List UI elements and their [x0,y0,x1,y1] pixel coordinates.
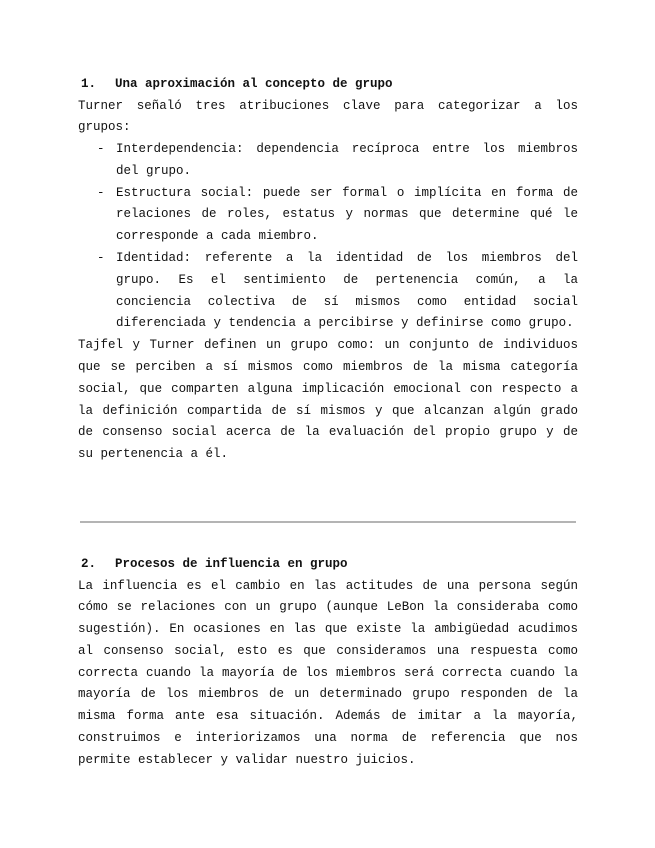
section-divider [80,521,576,523]
bullet-dash: - [97,142,105,157]
definition-paragraph: Tajfel y Turner definen un grupo como: un conjunto de individuos que se perciben a sí mismos como miembros de la misma categoría social, que comparten alguna implicación emocional con respecto a la definición compartida de sí mismos y que alcanzan algún grado de consenso social acerca de la evaluación del propio grupo y de su pertenencia a él. [78,338,578,462]
bullet-dash: - [97,185,105,200]
section-heading [78,74,578,96]
list-item-text: Identidad: referente a la identidad de los miembros del grupo. Es el sentimiento de pertenencia común, a la conciencia colectiva de sí mismos como entidad social diferenciada y tendencia a percibirse y definirse como grupo. [116,251,578,331]
section-title: Una aproximación al concepto de grupo [115,77,393,91]
section-number: 1. [81,77,97,91]
intro-paragraph: Turner señaló tres atribuciones clave para categorizar a los grupos: [78,98,578,135]
attribute-list [78,139,578,335]
list-item-text: Estructura social: puede ser formal o implícita en forma de relaciones de roles, estatus y normas que determine qué le corresponde a cada miembro. [116,185,578,244]
bullet-dash: - [97,251,105,266]
list-item-text: Interdependencia: dependencia recíproca entre los miembros del grupo. [116,142,578,178]
list-item-interdependencia [78,139,578,183]
section-procesos-de-influencia [78,554,578,772]
influence-paragraph: La influencia es el cambio en las actitudes de una persona según cómo se relaciones con un grupo (aunque LeBon la consideraba como sugestión). En ocasiones en las que existe la ambigüedad acudimos al consenso social, esto es que consideramos una respuesta como correcta cuando la mayoría de los miembros será correcta cuando la mayoría de los miembros de un determinado grupo responden de la misma forma ante esa situación. Además de imitar a la mayoría, construimos e interiorizamos una norma de referencia que nos permite establecer y validar nuestro juicios. [78,578,578,767]
section-heading [78,554,578,576]
list-item-identidad [78,248,578,335]
section-number: 2. [81,557,97,571]
section-title: Procesos de influencia en grupo [115,557,348,571]
section-concepto-de-grupo [78,74,578,466]
list-item-estructura-social [78,183,578,248]
